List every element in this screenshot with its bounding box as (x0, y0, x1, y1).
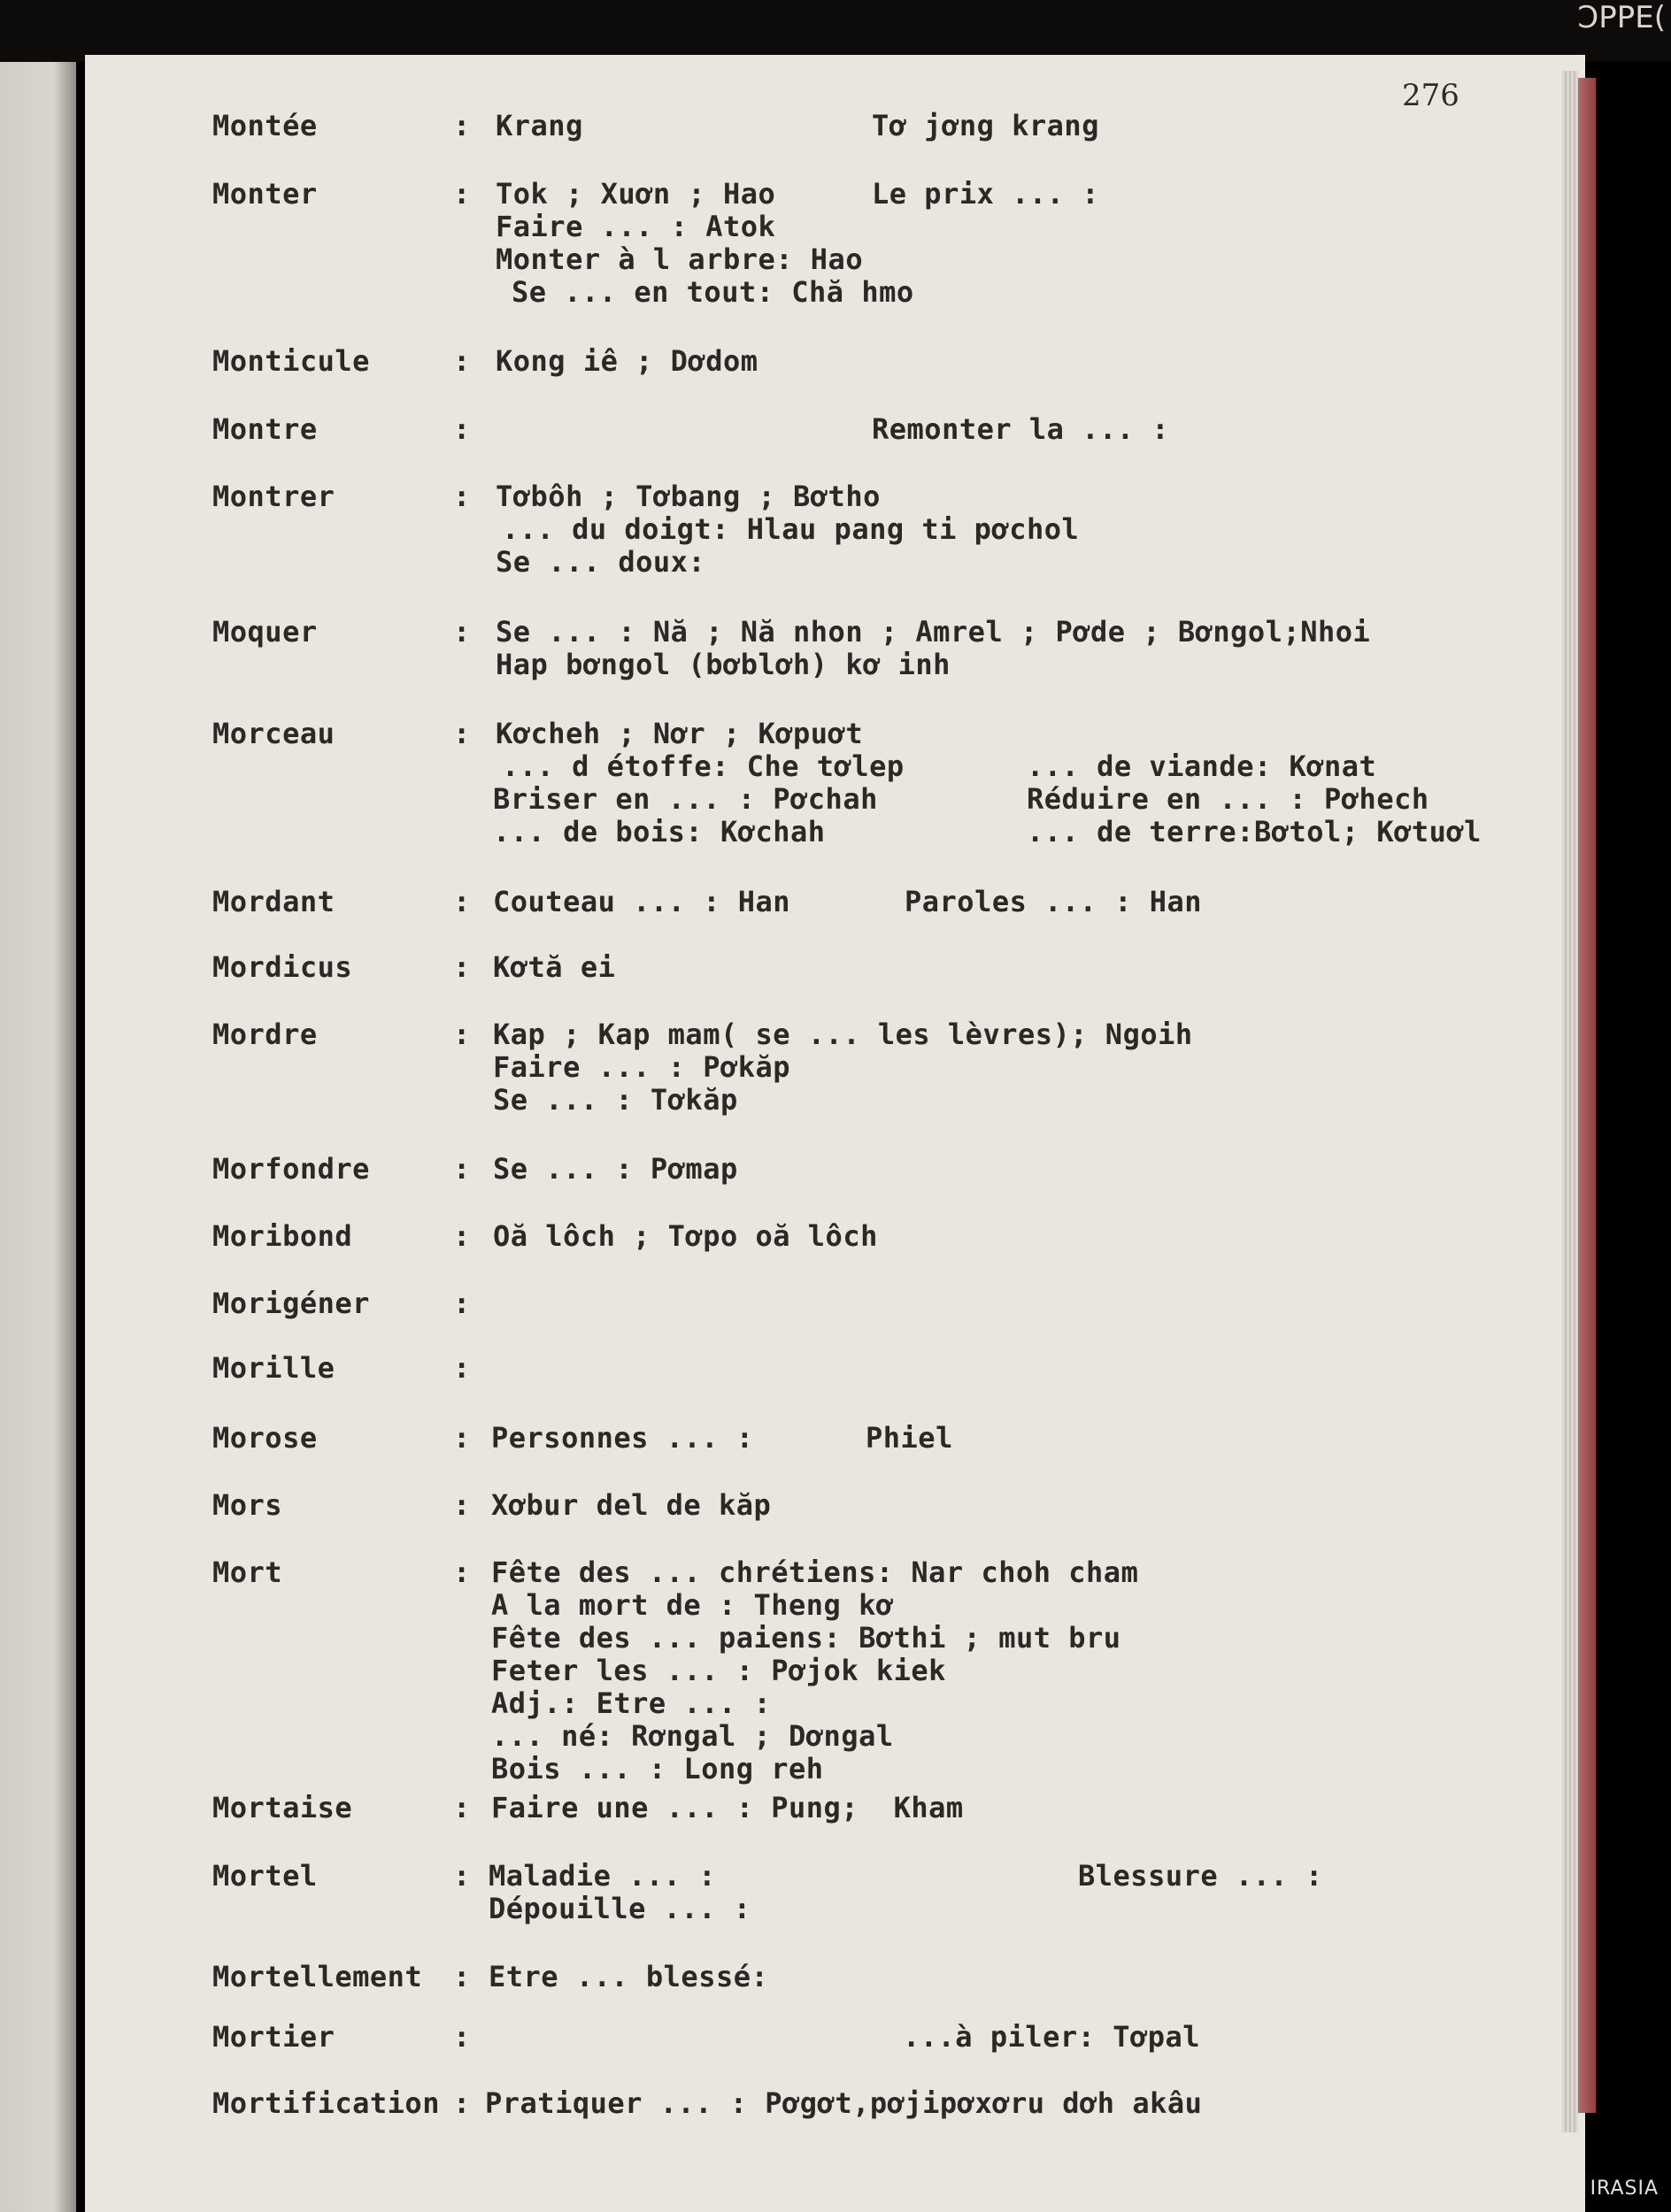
scanner-background (0, 0, 1671, 62)
entry-definition-line: Faire une ... : Pung; Kham (491, 1791, 964, 1824)
entry-definition-line: ... de bois: Kơchah (493, 815, 826, 849)
entry-colon: : (453, 1488, 471, 1522)
entry-definition-line: Se ... : Tơkăp (493, 1083, 738, 1117)
entry-colon: : (453, 717, 471, 750)
entry-colon: : (453, 344, 471, 378)
entry-definition-line: ...à piler: Tơpal (903, 2020, 1201, 2054)
entry-definition-line: Hap bơngol (bơblơh) kơ inh (496, 648, 951, 681)
entry-definition-line: Réduire en ... : Pơhech (1027, 782, 1429, 816)
entry-colon: : (453, 1018, 471, 1051)
entry-definition-line: Se ... : Nă ; Nă nhon ; Amrel ; Pơde ; Bơngol;Nhoi (496, 615, 1371, 649)
entry-colon: : (453, 109, 471, 142)
entry-term: Monticule (212, 344, 370, 378)
entry-definition-line: Tơbôh ; Tơbang ; Bơtho (496, 480, 881, 513)
entry-term: Monter (212, 177, 318, 211)
entry-term: Morille (212, 1351, 335, 1385)
entry-definition-line: Faire ... : Atok (496, 210, 776, 243)
entry-definition-line: A la mort de : Theng kơ (491, 1588, 894, 1622)
entry-term: Mors (212, 1488, 283, 1522)
entry-definition-line: Se ... : Pơmap (493, 1152, 738, 1186)
top-corner-mark: ƆPPE( (1577, 0, 1666, 35)
entry-definition-line: Remonter la ... : (872, 412, 1170, 446)
entry-colon: : (453, 177, 471, 211)
entry-colon: : (453, 950, 471, 984)
entry-definition-line: Le prix ... : (872, 177, 1099, 211)
entry-definition-line: Xơbur del de kăp (491, 1488, 772, 1522)
entry-definition-line: Oă lôch ; Tơpo oă lôch (493, 1219, 878, 1253)
entry-definition-line: ... de terre:Bơtol; Kơtuơl (1027, 815, 1482, 849)
entry-definition-line: Feter les ... : Pơjok kiek (491, 1654, 946, 1687)
entry-definition-line: Fête des ... paiens: Bơthi ; mut bru (491, 1621, 1121, 1655)
watermark: IRASIA (1590, 2177, 1659, 2200)
entry-term: Moribond (212, 1219, 353, 1253)
entry-definition-line: Se ... doux: (496, 545, 706, 579)
entry-term: Morigéner (212, 1286, 370, 1320)
entry-term: Montre (212, 412, 318, 446)
entry-definition-line: Pratiquer ... : Pơgơt,pơjipơxơru dơh akâu (485, 2086, 1203, 2120)
entry-definition-line: Maladie ... : (489, 1859, 716, 1893)
entry-definition-line: ... né: Rơngal ; Dơngal (491, 1719, 894, 1753)
entry-definition-line: Krang (496, 109, 583, 142)
entry-definition-line: Paroles ... : Han (905, 885, 1203, 918)
entry-definition-line: ... de viande: Kơnat (1027, 749, 1377, 783)
entry-term: Mordicus (212, 950, 353, 984)
entry-definition-line: Bois ... : Long reh (491, 1752, 824, 1786)
entry-definition-line: Briser en ... : Pơchah (493, 782, 878, 816)
entry-colon: : (453, 2020, 471, 2054)
entry-colon: : (453, 1421, 471, 1455)
entry-term: Mortification (212, 2086, 440, 2120)
entry-colon: : (453, 480, 471, 513)
entry-definition-line: Dépouille ... : (489, 1892, 751, 1925)
entry-definition-line: Tơ jơng krang (872, 109, 1099, 142)
entry-term: Montée (212, 109, 318, 142)
entry-term: Morfondre (212, 1152, 370, 1186)
entry-definition-line: Personnes ... : (491, 1421, 754, 1455)
entry-colon: : (453, 2086, 471, 2120)
entry-definition-line: Se ... en tout: Chă hmo (512, 275, 914, 309)
entry-term: Mortel (212, 1859, 318, 1893)
entry-definition-line: Kap ; Kap mam( se ... les lèvres); Ngoih (493, 1018, 1193, 1051)
entry-colon: : (453, 1555, 471, 1589)
entry-definition-line: ... du doigt: Hlau pang ti pơchol (502, 512, 1080, 546)
entry-definition-line: Blessure ... : (1078, 1859, 1323, 1893)
entry-definition-line: Kơtă ei (493, 950, 616, 984)
entry-colon: : (453, 1960, 471, 1993)
entry-colon: : (453, 615, 471, 649)
entry-term: Morceau (212, 717, 335, 750)
entry-definition-line: Kong iê ; Dơdom (496, 344, 758, 378)
entry-term: Morose (212, 1421, 318, 1455)
entry-definition-line: Tok ; Xuơn ; Hao (496, 177, 776, 211)
entry-colon: : (453, 1286, 471, 1320)
entry-term: Mort (212, 1555, 283, 1589)
page-number: 276 (1402, 78, 1459, 113)
entry-term: Mortaise (212, 1791, 353, 1824)
entry-colon: : (453, 1791, 471, 1824)
entry-definition-line: Faire ... : Pơkăp (493, 1050, 791, 1084)
entry-colon: : (453, 412, 471, 446)
entry-term: Mordre (212, 1018, 318, 1051)
entry-definition-line: Adj.: Etre ... : (491, 1686, 772, 1720)
entry-definition-line: Kơcheh ; Nơr ; Kơpuơt (496, 717, 864, 750)
entry-colon: : (453, 1859, 471, 1893)
entry-definition-line: Couteau ... : Han (493, 885, 791, 918)
entry-term: Moquer (212, 615, 318, 649)
entry-definition-line: ... d étoffe: Che tơlep (502, 749, 905, 783)
book-cover-edge (1578, 78, 1596, 2113)
entry-definition-line: Fête des ... chrétiens: Nar choh cham (491, 1555, 1139, 1589)
previous-page-edge (0, 62, 76, 2212)
entry-definition-line: Etre ... blessé: (489, 1960, 769, 1993)
entry-definition-line: Monter à l arbre: Hao (496, 242, 864, 276)
entry-colon: : (453, 885, 471, 918)
entry-term: Mortellement (212, 1960, 423, 1993)
entry-colon: : (453, 1152, 471, 1186)
page-stack-edge (1562, 71, 1578, 2132)
entry-colon: : (453, 1351, 471, 1385)
entry-term: Montrer (212, 480, 335, 513)
entry-colon: : (453, 1219, 471, 1253)
entry-term: Mortier (212, 2020, 335, 2054)
entry-term: Mordant (212, 885, 335, 918)
entry-definition-line: Phiel (866, 1421, 953, 1455)
